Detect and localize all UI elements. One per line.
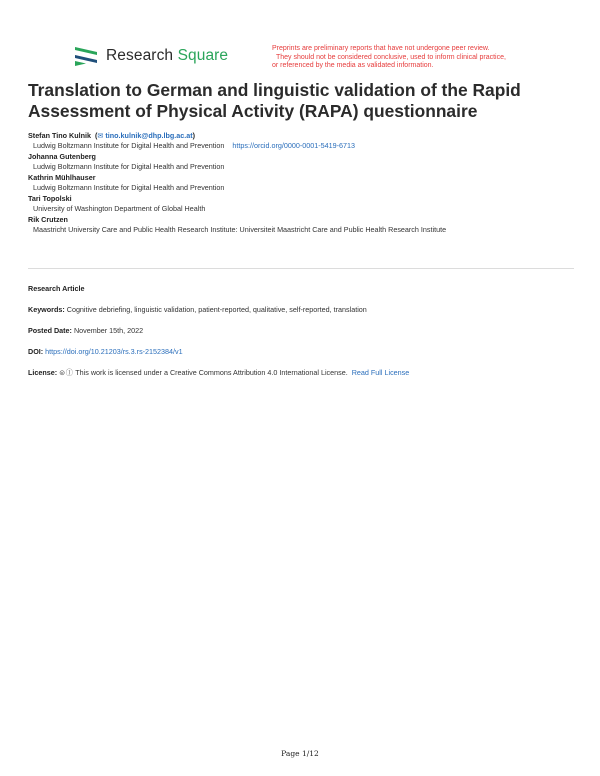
orcid-link[interactable]: https://orcid.org/0000-0001-5419-6713: [232, 140, 356, 150]
license-label: License:: [28, 368, 58, 377]
brand-name: [106, 47, 228, 65]
email-link[interactable]: [97, 131, 192, 140]
license-line: [28, 368, 409, 378]
article-type-text: Research Article: [28, 284, 85, 293]
email-wrapper: (✉ tino.kulnik@dhp.lbg.ac.at): [92, 131, 196, 140]
keywords-label: Keywords:: [28, 305, 65, 314]
author-name-text: Stefan Tino Kulnik: [28, 131, 91, 140]
page-number: Page 1/12: [281, 749, 319, 758]
posted-date-label: Posted Date:: [28, 326, 72, 335]
author-name: Tari Topolski: [28, 193, 72, 203]
author-affiliation: [28, 141, 588, 152]
doi-label: DOI:: [28, 347, 44, 356]
article-type: [28, 284, 84, 293]
posted-date-line: [28, 326, 143, 335]
author-affiliation: University of Washington Department of Global Health: [33, 203, 206, 213]
cc-by-icon: ⊜Ⓘ: [59, 368, 74, 377]
affiliation-text: Ludwig Boltzmann Institute for Digital Health and Prevention: [33, 140, 225, 150]
author-list: [28, 131, 588, 236]
author-affiliation: Maastricht University Care and Public Health Research Institute: Universiteit Maastricht Care and Public Health Research Institute: [33, 224, 447, 234]
envelope-icon: ✉: [97, 131, 104, 140]
email-text: tino.kulnik@dhp.lbg.ac.at: [105, 131, 193, 140]
disclaimer-line: They should not be considered conclusive, used to inform clinical practice,: [276, 53, 506, 61]
disclaimer-line: or referenced by the media as validated information.: [272, 62, 434, 70]
research-square-logo[interactable]: [74, 46, 228, 66]
author-name: Kathrin Mühlhauser: [28, 172, 96, 182]
doi-line: [28, 347, 183, 356]
disclaimer-line: Preprints are preliminary reports that have not undergone peer review.: [272, 45, 490, 52]
section-divider: [28, 268, 574, 269]
paper-title: Translation to German and linguistic validation of the Rapid Assessment of Physical Activity (RAPA) questionnaire: [28, 80, 521, 121]
brand-name-square: Square: [177, 47, 229, 64]
brand-name-research: Research: [106, 47, 174, 64]
keywords-line: [28, 305, 367, 314]
preprint-disclaimer: [272, 45, 572, 71]
author-affiliation: Ludwig Boltzmann Institute for Digital Health and Prevention: [33, 161, 225, 171]
doi-link[interactable]: https://doi.org/10.21203/rs.3.rs-2152384/v1: [45, 347, 183, 356]
license-text: This work is licensed under a Creative Commons Attribution 4.0 International License.: [75, 368, 348, 377]
keywords-value: Cognitive debriefing, linguistic validation, patient-reported, qualitative, self-reported, translation: [66, 305, 367, 314]
author-name: Johanna Gutenberg: [28, 151, 96, 161]
read-full-license-link[interactable]: Read Full License: [351, 368, 410, 377]
posted-date-value: November 15th, 2022: [73, 326, 144, 335]
author-name: [28, 131, 588, 141]
author-affiliation: Ludwig Boltzmann Institute for Digital Health and Prevention: [33, 182, 225, 192]
research-square-chevrons-icon: [74, 46, 98, 66]
author-name: Rik Crutzen: [28, 214, 68, 224]
